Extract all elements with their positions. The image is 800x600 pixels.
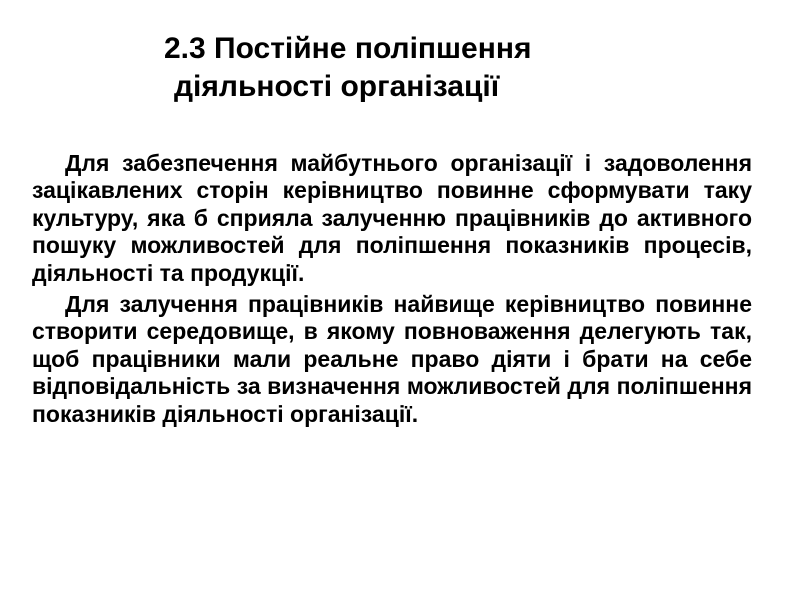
body-paragraph-2: Для залучення працівників найвище керівництво повинне створити середовище, в якому повноваження делегують так, щоб працівники мали реальне право діяти і брати на себе відповідальність за визначення можливостей для поліпшення показників діяльності організації. [32,291,752,427]
slide-title [150,30,670,106]
slide-body [32,150,752,428]
slide-title-line-2: діяльності організації [174,70,500,103]
body-paragraph-1: Для забезпечення майбутнього організації і задоволення зацікавлених сторін керівництво повинне сформувати таку культуру, яка б сприяла залученню працівників до активного пошуку можливостей для поліпшення показників процесів, діяльності та продукції. [32,150,752,286]
slide-title-line-1: 2.3 Постійне поліпшення [164,32,532,65]
